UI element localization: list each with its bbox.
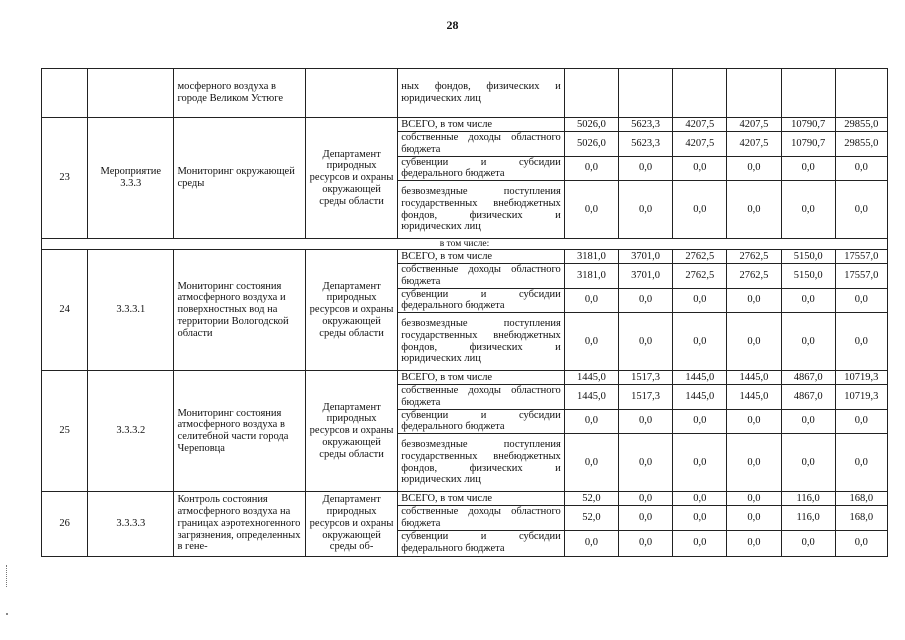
budget-table [41,68,888,557]
cell-code: Мероприятие 3.3.3 [88,118,174,239]
cell-value: 4207,5 [727,118,781,132]
cell-value [781,69,835,118]
cell-value: 1445,0 [564,385,618,410]
margin-dot [6,613,8,615]
cell-executor: Департамент природных ресурсов и охраны окружающей среды области [305,118,397,239]
cell-value: 0,0 [781,313,835,371]
cell-value: 1445,0 [727,371,781,385]
cell-value: 0,0 [727,288,781,313]
cell-value: 2762,5 [727,264,781,289]
cell-value: 0,0 [673,530,727,556]
cell-value: 1445,0 [564,371,618,385]
cell-value: 0,0 [835,288,887,313]
cell-value: 0,0 [727,530,781,556]
table-row [42,492,888,506]
page-number: 28 [446,18,459,32]
cell-name: Мониторинг окружающей среды [174,118,305,239]
cell-value: 29855,0 [835,132,887,157]
cell-value: 10790,7 [781,132,835,157]
cell-code: 3.3.3.1 [88,250,174,371]
cell-value: 5026,0 [564,118,618,132]
cell-value [618,69,672,118]
cell-executor: Департамент природных ресурсов и охраны окружающей среды области [305,371,397,492]
cell-value: 10719,3 [835,385,887,410]
cell-value: 116,0 [781,506,835,531]
cell-value: 0,0 [564,409,618,434]
cell-value: 3701,0 [618,250,672,264]
cell-value: 0,0 [564,181,618,239]
cell-source: субвенции и субсидии федерального бюджета [398,288,565,313]
cell-value: 10719,3 [835,371,887,385]
cell-no: 24 [42,250,88,371]
cell-value: 0,0 [564,530,618,556]
cell-source: безвозмездные поступления государственных внебюджетных фондов, физических и юридических лиц [398,181,565,239]
cell-value: 3181,0 [564,264,618,289]
cell-value: 0,0 [673,288,727,313]
cell-value: 1445,0 [673,385,727,410]
cell-no [42,69,88,118]
cell-source: ВСЕГО, в том числе [398,371,565,385]
cell-value: 5623,3 [618,118,672,132]
cell-value: 0,0 [835,181,887,239]
cell-value: 0,0 [781,409,835,434]
margin-mark [6,565,13,587]
cell-value: 0,0 [781,434,835,492]
cell-value: 52,0 [564,506,618,531]
cell-value: 5623,3 [618,132,672,157]
cell-value: 0,0 [564,156,618,181]
cell-code: 3.3.3.3 [88,492,174,557]
cell-value: 0,0 [835,434,887,492]
cell-value: 4867,0 [781,371,835,385]
cell-value: 0,0 [618,409,672,434]
cell-value: 0,0 [673,409,727,434]
cell-value: 1517,3 [618,371,672,385]
table-row [42,250,888,264]
cell-value [564,69,618,118]
table-row [42,118,888,132]
cell-name: Мониторинг состояния атмосферного воздуха в селитебной части города Череповца [174,371,305,492]
cell-value: 168,0 [835,506,887,531]
cell-value: 1445,0 [727,385,781,410]
cell-value: 0,0 [564,313,618,371]
cell-value: 1445,0 [673,371,727,385]
cell-value: 1517,3 [618,385,672,410]
cell-source: ВСЕГО, в том числе [398,118,565,132]
cell-value: 3701,0 [618,264,672,289]
cell-value: 0,0 [564,288,618,313]
cell-value: 2762,5 [727,250,781,264]
cell-executor [305,69,397,118]
cell-value: 0,0 [781,530,835,556]
cell-value: 0,0 [673,492,727,506]
cell-value: 0,0 [673,434,727,492]
cell-value: 0,0 [835,156,887,181]
cell-no: 25 [42,371,88,492]
cell-value: 116,0 [781,492,835,506]
section-separator-row [42,239,888,250]
section-separator: в том числе: [42,239,888,250]
cell-no: 23 [42,118,88,239]
cell-value: 0,0 [618,506,672,531]
cell-value: 0,0 [835,409,887,434]
cell-value: 0,0 [618,156,672,181]
cell-value: 17557,0 [835,250,887,264]
cell-source: собственные доходы областного бюджета [398,132,565,157]
cell-source: собственные доходы областного бюджета [398,264,565,289]
cell-value: 0,0 [618,181,672,239]
cell-code: 3.3.3.2 [88,371,174,492]
cell-value: 5150,0 [781,264,835,289]
cell-value [727,69,781,118]
cell-value: 0,0 [727,506,781,531]
cell-value: 0,0 [781,156,835,181]
cell-value: 0,0 [835,530,887,556]
cell-value: 17557,0 [835,264,887,289]
cell-value: 0,0 [673,181,727,239]
cell-executor: Департамент природных ресурсов и охраны окружающей среды области [305,250,397,371]
table-body [42,69,888,557]
cell-source: безвозмездные поступления государственных внебюджетных фондов, физических и юридических лиц [398,313,565,371]
cell-value: 0,0 [673,156,727,181]
cell-value: 0,0 [781,181,835,239]
cell-value: 2762,5 [673,264,727,289]
cell-value: 0,0 [673,506,727,531]
cell-code [88,69,174,118]
cell-source: собственные доходы областного бюджета [398,506,565,531]
cell-value: 0,0 [618,434,672,492]
cell-value: 10790,7 [781,118,835,132]
cell-value: 5026,0 [564,132,618,157]
cell-value: 4207,5 [727,132,781,157]
cell-value [673,69,727,118]
cell-value: 0,0 [618,313,672,371]
cell-source: ных фондов, физических и юридических лиц [398,69,565,118]
table-row-continuation [42,69,888,118]
cell-value: 168,0 [835,492,887,506]
cell-value: 0,0 [618,530,672,556]
cell-value: 0,0 [835,313,887,371]
cell-source: собственные доходы областного бюджета [398,385,565,410]
cell-value: 0,0 [618,492,672,506]
table-row [42,371,888,385]
cell-value: 0,0 [673,313,727,371]
cell-source: субвенции и субсидии федерального бюджета [398,409,565,434]
cell-value: 0,0 [727,492,781,506]
cell-value: 0,0 [727,313,781,371]
cell-value: 29855,0 [835,118,887,132]
cell-no: 26 [42,492,88,557]
cell-source: безвозмездные поступления государственных внебюджетных фондов, физических и юридических лиц [398,434,565,492]
cell-source: субвенции и субсидии федерального бюджета [398,156,565,181]
cell-value: 4207,5 [673,132,727,157]
cell-value: 0,0 [564,434,618,492]
cell-value: 4207,5 [673,118,727,132]
cell-source: субвенции и субсидии федерального бюджета [398,530,565,556]
cell-value: 3181,0 [564,250,618,264]
cell-value: 2762,5 [673,250,727,264]
cell-name: мосферного воздуха в городе Великом Устюге [174,69,305,118]
cell-value: 52,0 [564,492,618,506]
cell-name: Контроль состояния атмосферного воздуха на границах аэротехногенного загрязнения, определенных в гене- [174,492,305,557]
cell-executor: Департамент природных ресурсов и охраны окружающей среды об- [305,492,397,557]
cell-source: ВСЕГО, в том числе [398,250,565,264]
cell-name: Мониторинг состояния атмосферного воздуха и поверхностных вод на территории Вологодской области [174,250,305,371]
cell-source: ВСЕГО, в том числе [398,492,565,506]
cell-value: 0,0 [727,409,781,434]
cell-value: 0,0 [618,288,672,313]
cell-value: 4867,0 [781,385,835,410]
cell-value: 0,0 [727,181,781,239]
cell-value: 0,0 [727,434,781,492]
cell-value [835,69,887,118]
cell-value: 0,0 [781,288,835,313]
cell-value: 5150,0 [781,250,835,264]
cell-value: 0,0 [727,156,781,181]
